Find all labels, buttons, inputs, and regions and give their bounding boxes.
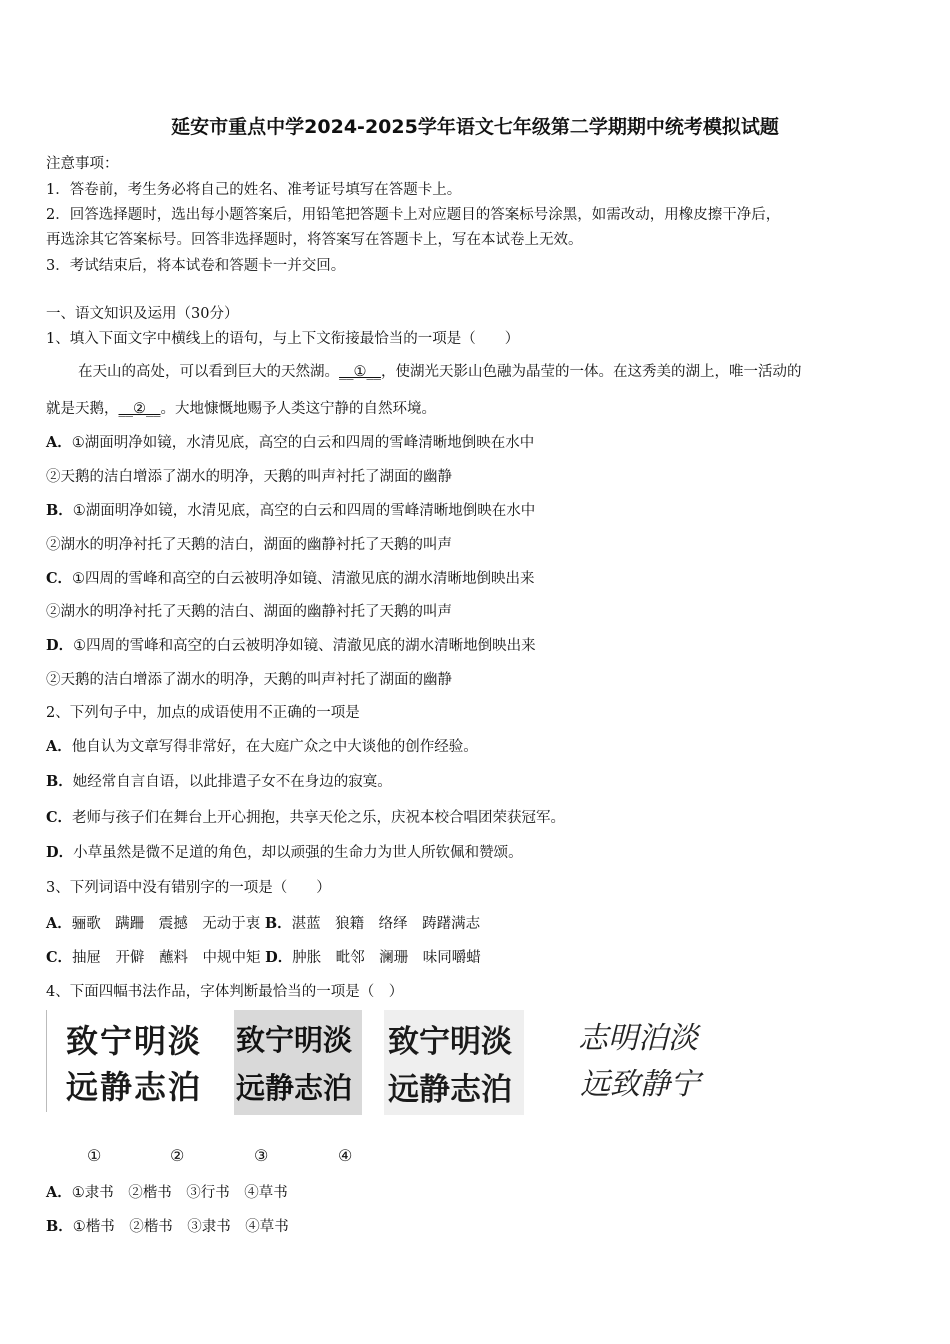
- q1-option-c-2: [46, 600, 452, 621]
- section-heading: 一、语文知识及运用（30分）: [46, 306, 239, 322]
- option-text: 抽屉 开僻 蘸料 中规中矩: [72, 950, 261, 966]
- q1-option-c: [46, 567, 535, 588]
- calligraphy-work-1: [62, 1010, 210, 1115]
- option-label: A．: [46, 738, 72, 755]
- q1-option-d-2: [46, 668, 452, 689]
- calligraphy-caption-4: ④: [338, 1146, 353, 1165]
- calligraphy-text: 致宁明淡: [388, 1024, 512, 1060]
- option-label: C．: [46, 570, 73, 587]
- option-text: ①四周的雪峰和高空的白云被明净如镜、清澈见底的湖水清晰地倒映出来: [73, 638, 536, 654]
- page-title: 延安市重点中学2024-2025学年语文七年级第二学期期中统考模拟试题: [171, 116, 779, 138]
- option-label: B．: [46, 502, 73, 519]
- option-label: A．: [46, 434, 72, 451]
- option-text: 他自认为文章写得非常好，在大庭广众之中大谈他的创作经验。: [71, 739, 478, 755]
- image-border: [46, 1010, 47, 1112]
- option-text: ①四周的雪峰和高空的白云被明净如镜、清澈见底的湖水清晰地倒映出来: [72, 571, 535, 587]
- calligraphy-work-3: [384, 1010, 524, 1115]
- notice-item: 1．答卷前，考生务必将自己的姓名、准考证号填写在答题卡上。: [46, 182, 462, 198]
- calligraphy-caption-1: ①: [87, 1146, 102, 1165]
- q1-option-b: [46, 499, 535, 520]
- calligraphy-text: 致宁明淡: [236, 1023, 353, 1057]
- calligraphy-text: 远静志泊: [236, 1071, 353, 1105]
- option-text: 骊歌 蹒跚 震撼 无动于衷: [71, 916, 261, 932]
- q4-option-a: [46, 1181, 288, 1202]
- q1-passage-text: 。大地慷慨地赐予人类这宁静的自然环境。: [160, 401, 436, 417]
- q2-option-b: [46, 770, 392, 791]
- calligraphy-text: 远静志泊: [66, 1068, 203, 1106]
- option-text: 老师与孩子们在舞台上开心拥抱，共享天伦之乐，庆祝本校合唱团荣获冠军。: [72, 810, 566, 826]
- option-text: 肿胀 毗邻 澜珊 味同嚼蜡: [292, 950, 481, 966]
- calligraphy-text: 志明泊淡: [578, 1021, 698, 1056]
- q3-stem: 3、下列词语中没有错别字的一项是（ ）: [46, 880, 331, 896]
- option-label: D．: [46, 637, 74, 654]
- calligraphy-caption-2: ②: [170, 1146, 185, 1165]
- calligraphy-caption-3: ③: [254, 1146, 269, 1165]
- q4-option-b: [46, 1215, 289, 1236]
- q1-passage-text: 在天山的高处，可以看到巨大的天然湖。: [78, 364, 339, 380]
- q2-stem: 2、下列句子中，加点的成语使用不正确的一项是: [46, 705, 360, 721]
- option-text: ②湖水的明净衬托了天鹅的洁白、湖面的幽静衬托了天鹅的叫声: [46, 604, 452, 620]
- q1-option-a-2: [46, 465, 452, 486]
- q1-passage-line2: [46, 397, 436, 418]
- notice-item: 3．考试结束后，将本试卷和答题卡一并交回。: [46, 258, 346, 274]
- option-text: ①湖面明净如镜，水清见底，高空的白云和四周的雪峰清晰地倒映在水中: [72, 503, 536, 519]
- option-text: ①湖面明净如镜，水清见底，高空的白云和四周的雪峰清晰地倒映在水中: [71, 435, 535, 451]
- q1-blank-2: __②__: [118, 401, 161, 417]
- calligraphy-text: 致宁明淡: [66, 1022, 203, 1060]
- notice-item: 2．回答选择题时，选出每小题答案后，用铅笔把答题卡上对应题目的答案标号涂黑，如需改动，用橡皮擦干净后，: [46, 207, 781, 223]
- option-text: ①楷书 ②楷书 ③隶书 ④草书: [72, 1219, 289, 1235]
- q1-option-b-2: [46, 533, 452, 554]
- calligraphy-work-2: [234, 1010, 362, 1115]
- q4-stem: 4、下面四幅书法作品，字体判断最恰当的一项是（ ）: [46, 984, 404, 1000]
- option-label: B．: [46, 773, 73, 790]
- q2-option-c: [46, 806, 565, 827]
- notice-heading: 注意事项：: [46, 156, 119, 172]
- calligraphy-text: 远静志泊: [388, 1072, 512, 1108]
- option-label: A．: [46, 1184, 72, 1201]
- option-text: ②天鹅的洁白增添了湖水的明净，天鹅的叫声衬托了湖面的幽静: [46, 672, 452, 688]
- option-label: C．: [46, 949, 73, 966]
- q1-passage-text: 就是天鹅，: [46, 401, 119, 417]
- option-label: B．: [264, 915, 292, 932]
- option-text: ②湖水的明净衬托了天鹅的洁白，湖面的幽静衬托了天鹅的叫声: [46, 537, 452, 553]
- notice-item: 再选涂其它答案标号。回答非选择题时，将答案写在答题卡上，写在本试卷上无效。: [46, 232, 583, 248]
- option-text: 她经常自言自语，以此排遣子女不在身边的寂寞。: [72, 774, 392, 790]
- calligraphy-text: 远致静宁: [580, 1067, 700, 1102]
- q2-option-a: [46, 735, 478, 756]
- q3-row-1: [46, 912, 480, 933]
- q1-passage-line1: [78, 360, 802, 381]
- option-label: A．: [46, 915, 72, 932]
- option-text: ①隶书 ②楷书 ③行书 ④草书: [71, 1185, 288, 1201]
- option-text: 湛蓝 狼籍 络绎 踌躇满志: [291, 916, 481, 932]
- q1-blank-1: __①__: [339, 364, 381, 380]
- q3-row-2: [46, 946, 481, 967]
- option-label: B．: [46, 1218, 73, 1235]
- option-text: ②天鹅的洁白增添了湖水的明净，天鹅的叫声衬托了湖面的幽静: [46, 469, 452, 485]
- option-label: D．: [265, 949, 293, 966]
- calligraphy-work-4: [574, 1010, 708, 1115]
- q1-option-a: [46, 431, 534, 452]
- option-label: C．: [46, 809, 73, 826]
- option-label: D．: [46, 844, 74, 861]
- option-text: 小草虽然是微不足道的角色，却以顽强的生命力为世人所钦佩和赞颂。: [73, 845, 523, 861]
- q1-passage-text: ，使湖光天影山色融为晶莹的一体。在这秀美的湖上，唯一活动的: [381, 364, 802, 380]
- q1-option-d: [46, 634, 536, 655]
- q1-stem: 1、填入下面文字中横线上的语句，与上下文衔接最恰当的一项是（ ）: [46, 331, 520, 347]
- q2-option-d: [46, 841, 523, 862]
